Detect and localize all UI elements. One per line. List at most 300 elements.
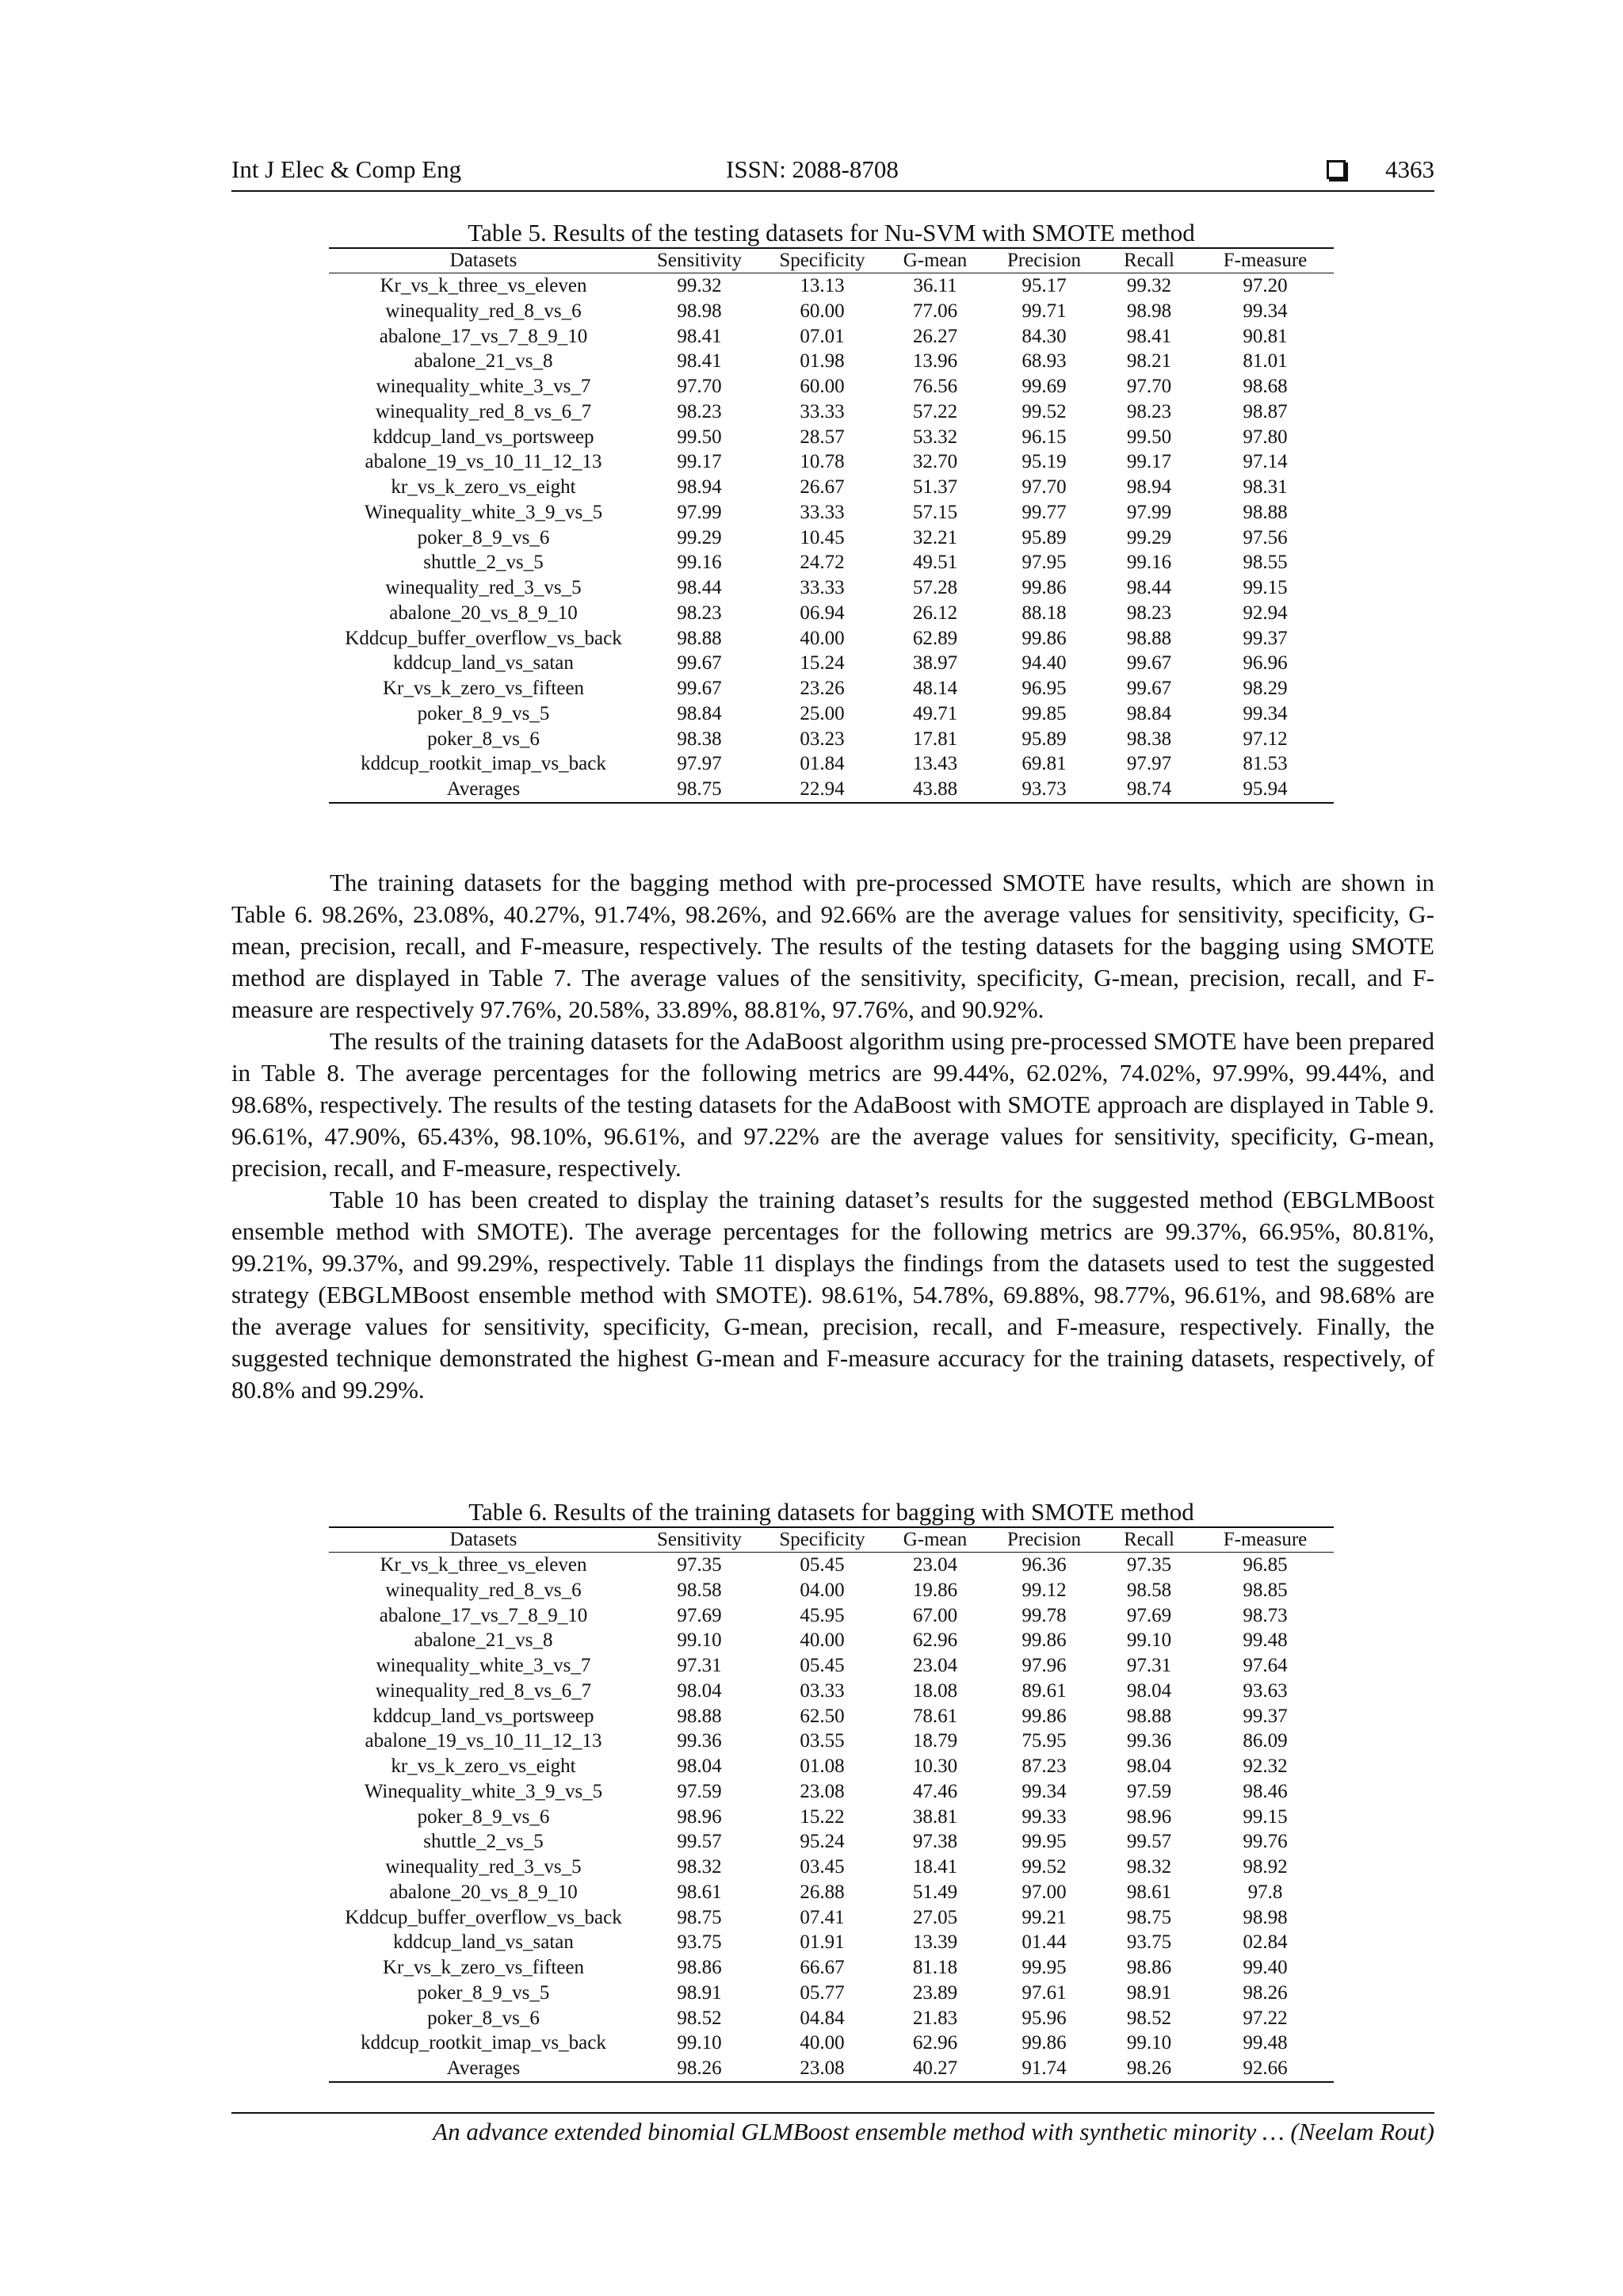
metric-cell: 28.57	[800, 426, 845, 448]
metric-cell: 07.41	[800, 1906, 845, 1928]
metric-cell: 89.61	[1022, 1679, 1067, 1702]
metric-cell: 26.12	[912, 602, 958, 624]
column-header: Precision	[987, 1527, 1102, 1553]
dataset-name-cell: Winequality_white_3_9_vs_5	[364, 1780, 603, 1802]
averages-row	[329, 2056, 1334, 2082]
metric-cell: 99.69	[1022, 376, 1067, 397]
table-row	[329, 399, 1334, 425]
metric-cell: 93.73	[987, 777, 1102, 803]
metric-cell: 06.94	[800, 602, 845, 624]
metric-cell: 98.04	[677, 1679, 722, 1702]
dataset-name-cell: poker_8_9_vs_5	[417, 1981, 550, 2004]
metric-cell: 32.21	[912, 526, 958, 548]
metric-cell: 05.45	[800, 1554, 845, 1576]
metric-cell: 98.96	[1126, 1805, 1172, 1828]
journal-name: Int J Elec & Comp Eng	[231, 155, 462, 183]
metric-cell: 62.50	[800, 1705, 845, 1727]
metric-cell: 95.89	[1022, 526, 1067, 548]
metric-cell: 98.74	[1102, 777, 1197, 803]
dataset-name-cell: abalone_17_vs_7_8_9_10	[379, 1604, 588, 1626]
dataset-name-cell: abalone_17_vs_7_8_9_10	[379, 325, 588, 347]
metric-cell: 66.67	[800, 1957, 845, 1978]
metric-cell: 99.37	[1243, 1705, 1288, 1727]
metric-cell: 05.77	[800, 1981, 845, 2004]
metric-cell: 98.58	[1126, 1579, 1172, 1601]
metric-cell: 96.36	[1022, 1554, 1067, 1576]
column-header: F-measure	[1197, 1527, 1334, 1553]
table-row	[329, 1628, 1334, 1653]
metric-cell: 51.49	[912, 1881, 958, 1903]
metric-cell: 98.04	[1126, 1679, 1172, 1702]
metric-cell: 40.00	[800, 627, 845, 649]
dataset-name-cell: winequality_red_8_vs_6	[385, 300, 582, 322]
metric-cell: 99.85	[1022, 702, 1067, 724]
dataset-name-cell: shuttle_2_vs_5	[423, 1831, 544, 1853]
metric-cell: 98.38	[1126, 728, 1172, 750]
metric-cell: 97.64	[1243, 1655, 1288, 1676]
metric-cell: 23.89	[912, 1981, 958, 2004]
metric-cell: 99.48	[1243, 2032, 1288, 2054]
table-caption: Table 5. Results of the testing datasets for Nu-SVM with SMOTE method	[468, 219, 1195, 246]
running-footer: An advance extended binomial GLMBoost ensemble method with synthetic minority … (Neelam Rout)	[433, 2118, 1434, 2145]
metric-cell: 10.30	[912, 1755, 958, 1777]
column-header: Datasets	[329, 1527, 638, 1553]
metric-cell: 21.83	[912, 2007, 958, 2029]
table-row	[329, 324, 1334, 350]
metric-cell: 99.32	[1126, 275, 1172, 296]
metric-cell: 18.08	[912, 1679, 958, 1702]
metric-cell: 04.00	[800, 1579, 845, 1601]
table-row	[329, 374, 1334, 399]
column-header: G-mean	[884, 248, 987, 273]
dataset-name-cell: abalone_21_vs_8	[414, 350, 553, 372]
dataset-name-cell: kddcup_rootkit_imap_vs_back	[361, 2032, 606, 2054]
table-row	[329, 1729, 1334, 1754]
metric-cell: 03.33	[800, 1679, 845, 1702]
metric-cell: 97.69	[677, 1604, 722, 1626]
metric-cell: 96.96	[1243, 652, 1288, 674]
table-row	[329, 676, 1334, 701]
metric-cell: 95.24	[800, 1831, 845, 1853]
metric-cell: 99.86	[1022, 577, 1067, 598]
metric-cell: 97.59	[1126, 1780, 1172, 1802]
metric-cell: 98.41	[677, 325, 722, 347]
metric-cell: 99.76	[1243, 1831, 1288, 1853]
metric-cell: 98.44	[677, 577, 722, 598]
dataset-name-cell: Kddcup_buffer_overflow_vs_back	[345, 1906, 622, 1928]
table-row	[329, 2030, 1334, 2056]
dataset-name-cell: abalone_19_vs_10_11_12_13	[365, 451, 602, 473]
metric-cell: 40.00	[800, 1629, 845, 1652]
metric-cell: 03.23	[800, 728, 845, 750]
table-row	[329, 1653, 1334, 1679]
metric-cell: 99.12	[1022, 1579, 1067, 1601]
metric-cell: 99.10	[1126, 1629, 1172, 1652]
metric-cell: 81.01	[1243, 350, 1288, 372]
body-text	[231, 867, 1434, 1406]
metric-cell: 99.10	[1126, 2032, 1172, 2054]
metric-cell: 01.91	[800, 1931, 845, 1954]
metric-cell: 43.88	[884, 777, 987, 803]
metric-cell: 98.73	[1243, 1604, 1288, 1626]
metric-cell: 99.86	[1022, 2032, 1067, 2054]
metric-cell: 01.98	[800, 350, 845, 372]
table-row	[329, 449, 1334, 475]
metric-cell: 98.26	[1243, 1981, 1288, 2004]
metric-cell: 97.00	[1022, 1881, 1067, 1903]
metric-cell: 98.55	[1243, 552, 1288, 574]
metric-cell: 33.33	[800, 501, 845, 523]
metric-cell: 18.79	[912, 1730, 958, 1752]
column-header: G-mean	[884, 1527, 987, 1553]
metric-cell: 98.46	[1243, 1780, 1288, 1802]
metric-cell: 03.45	[800, 1856, 845, 1878]
metric-cell: 99.78	[1022, 1604, 1067, 1626]
metric-cell: 98.94	[677, 476, 722, 498]
footer-divider	[231, 2112, 1434, 2114]
column-header: Specificity	[761, 248, 884, 273]
table-row	[329, 1779, 1334, 1805]
table-row	[329, 1855, 1334, 1880]
metric-cell: 86.09	[1243, 1730, 1288, 1752]
metric-cell: 53.32	[912, 426, 958, 448]
metric-cell: 26.27	[912, 325, 958, 347]
table-row	[329, 601, 1334, 626]
metric-cell: 98.52	[1126, 2007, 1172, 2029]
dataset-name-cell: poker_8_9_vs_6	[417, 526, 550, 548]
table-row	[329, 651, 1334, 676]
metric-cell: 97.31	[677, 1655, 722, 1676]
dataset-name-cell: winequality_red_3_vs_5	[385, 577, 582, 598]
dataset-name-cell: kddcup_rootkit_imap_vs_back	[361, 753, 606, 775]
dataset-name-cell: Averages	[329, 2056, 638, 2082]
metric-cell: 78.61	[912, 1705, 958, 1727]
metric-cell: 97.80	[1243, 426, 1288, 448]
metric-cell: 67.00	[912, 1604, 958, 1626]
column-header: F-measure	[1197, 248, 1334, 273]
metric-cell: 98.52	[677, 2007, 722, 2029]
metric-cell: 98.44	[1126, 577, 1172, 598]
dataset-name-cell: poker_8_vs_6	[427, 2007, 540, 2029]
metric-cell: 97.97	[1126, 753, 1172, 775]
metric-cell: 98.61	[677, 1881, 722, 1903]
metric-cell: 10.45	[800, 526, 845, 548]
table-row	[329, 425, 1334, 450]
metric-cell: 36.11	[913, 275, 957, 296]
metric-cell: 99.57	[1126, 1831, 1172, 1853]
metric-cell: 97.59	[677, 1780, 722, 1802]
metric-cell: 97.14	[1243, 451, 1288, 473]
metric-cell: 98.23	[1126, 602, 1172, 624]
metric-cell: 32.70	[912, 451, 958, 473]
dataset-name-cell: kddcup_land_vs_satan	[393, 652, 574, 674]
metric-cell: 98.23	[677, 400, 722, 422]
metric-cell: 57.15	[912, 501, 958, 523]
metric-cell: 99.40	[1243, 1957, 1288, 1978]
metric-cell: 38.97	[912, 652, 958, 674]
table-row	[329, 500, 1334, 525]
table-row	[329, 2006, 1334, 2031]
table-row	[329, 1603, 1334, 1629]
metric-cell: 99.15	[1243, 1805, 1288, 1828]
metric-cell: 97.22	[1243, 2007, 1288, 2029]
metric-cell: 98.98	[677, 300, 722, 322]
metric-cell: 02.84	[1243, 1931, 1288, 1954]
table-row	[329, 701, 1334, 727]
metric-cell: 60.00	[800, 376, 845, 397]
metric-cell: 99.10	[677, 2032, 722, 2054]
metric-cell: 99.33	[1022, 1805, 1067, 1828]
table-row	[329, 349, 1334, 374]
metric-cell: 98.94	[1126, 476, 1172, 498]
table-header-row	[329, 1527, 1334, 1553]
table-row	[329, 727, 1334, 752]
metric-cell: 93.75	[1126, 1931, 1172, 1954]
metric-cell: 96.15	[1022, 426, 1067, 448]
column-header: Sensitivity	[638, 248, 761, 273]
metric-cell: 10.78	[800, 451, 845, 473]
metric-cell: 99.71	[1022, 300, 1067, 322]
metric-cell: 97.61	[1022, 1981, 1067, 2004]
dataset-name-cell: Kddcup_buffer_overflow_vs_back	[345, 627, 622, 649]
dataset-name-cell: shuttle_2_vs_5	[423, 552, 544, 574]
metric-cell: 48.14	[912, 678, 958, 699]
dataset-name-cell: winequality_red_3_vs_5	[385, 1856, 582, 1878]
table-body	[329, 273, 1334, 803]
table-row	[329, 1754, 1334, 1779]
metric-cell: 40.27	[884, 2056, 987, 2082]
metric-cell: 95.17	[1022, 275, 1067, 296]
metric-cell: 99.29	[677, 526, 722, 548]
metric-cell: 97.96	[1022, 1655, 1067, 1676]
metric-cell: 23.04	[912, 1554, 958, 1576]
issn: ISSN: 2088-8708	[726, 155, 899, 183]
metric-cell: 99.77	[1022, 501, 1067, 523]
metric-cell: 99.95	[1022, 1957, 1067, 1978]
metric-cell: 98.86	[677, 1957, 722, 1978]
metric-cell: 99.10	[677, 1629, 722, 1652]
table-row	[329, 1829, 1334, 1855]
metric-cell: 96.85	[1243, 1554, 1288, 1576]
metric-cell: 13.43	[912, 753, 958, 775]
metric-cell: 99.67	[677, 652, 722, 674]
metric-cell: 13.13	[800, 275, 845, 296]
metric-cell: 92.66	[1197, 2056, 1334, 2082]
metric-cell: 33.33	[800, 400, 845, 422]
metric-cell: 98.92	[1243, 1856, 1288, 1878]
metric-cell: 19.86	[912, 1579, 958, 1601]
metric-cell: 77.06	[912, 300, 958, 322]
metric-cell: 97.95	[1022, 552, 1067, 574]
metric-cell: 45.95	[800, 1604, 845, 1626]
results-table	[329, 247, 1334, 804]
metric-cell: 49.71	[912, 702, 958, 724]
metric-cell: 97.56	[1243, 526, 1288, 548]
metric-cell: 98.75	[1126, 1906, 1172, 1928]
metric-cell: 97.20	[1243, 275, 1288, 296]
table-row	[329, 299, 1334, 324]
metric-cell: 87.23	[1022, 1755, 1067, 1777]
metric-cell: 98.87	[1243, 400, 1288, 422]
metric-cell: 25.00	[800, 702, 845, 724]
metric-cell: 98.04	[1126, 1755, 1172, 1777]
averages-row	[329, 777, 1334, 803]
column-header: Precision	[987, 248, 1102, 273]
metric-cell: 99.29	[1126, 526, 1172, 548]
results-table	[329, 1526, 1334, 2083]
page-header	[231, 155, 1434, 192]
dataset-name-cell: poker_8_9_vs_6	[417, 1805, 550, 1828]
metric-cell: 15.22	[800, 1805, 845, 1828]
metric-cell: 98.32	[677, 1856, 722, 1878]
table-caption: Table 6. Results of the training datasets for bagging with SMOTE method	[468, 1498, 1194, 1526]
metric-cell: 98.96	[677, 1805, 722, 1828]
metric-cell: 57.22	[912, 400, 958, 422]
metric-cell: 98.21	[1126, 350, 1172, 372]
metric-cell: 99.34	[1243, 300, 1288, 322]
metric-cell: 99.34	[1243, 702, 1288, 724]
metric-cell: 04.84	[800, 2007, 845, 2029]
table-row	[329, 475, 1334, 500]
metric-cell: 23.04	[912, 1655, 958, 1676]
dataset-name-cell: abalone_20_vs_8_9_10	[389, 1881, 578, 1903]
table-row	[329, 1981, 1334, 2006]
metric-cell: 99.86	[1022, 627, 1067, 649]
metric-cell: 17.81	[912, 728, 958, 750]
column-header: Recall	[1102, 248, 1197, 273]
dataset-name-cell: winequality_white_3_vs_7	[376, 376, 591, 397]
paragraph: The results of the training datasets for the AdaBoost algorithm using pre-processed SMOTE have been prepared in Table 8. The average percentages for the following metrics are 99.44%, 62.02%, 74.02%, 97.99%, 99.44%, and 98.68%, respectively. The results of the testing datasets for the AdaBoost with SMOTE approach are displayed in Table 9. 96.61%, 47.90%, 65.43%, 98.10%, 96.61%, and 97.22% are the average values for sensitivity, specificity, G-mean, precision, recall, and F-measure, respectively.	[231, 1027, 1434, 1182]
metric-cell: 99.50	[677, 426, 722, 448]
metric-cell: 99.95	[1022, 1831, 1067, 1853]
metric-cell: 98.26	[638, 2056, 761, 2082]
metric-cell: 88.18	[1022, 602, 1067, 624]
metric-cell: 95.19	[1022, 451, 1067, 473]
table-row	[329, 1679, 1334, 1704]
table-row	[329, 1553, 1334, 1578]
dataset-name-cell: Kr_vs_k_zero_vs_fifteen	[382, 1957, 585, 1978]
metric-cell: 68.93	[1022, 350, 1067, 372]
metric-cell: 99.86	[1022, 1705, 1067, 1727]
metric-cell: 98.23	[1126, 400, 1172, 422]
metric-cell: 81.53	[1243, 753, 1288, 775]
dataset-name-cell: Kr_vs_k_zero_vs_fifteen	[382, 678, 585, 699]
metric-cell: 76.56	[912, 376, 958, 397]
metric-cell: 26.67	[800, 476, 845, 498]
metric-cell: 93.75	[677, 1931, 722, 1954]
table-row	[329, 1704, 1334, 1729]
metric-cell: 94.40	[1022, 652, 1067, 674]
metric-cell: 97.70	[1022, 476, 1067, 498]
metric-cell: 97.35	[1126, 1554, 1172, 1576]
metric-cell: 95.96	[1022, 2007, 1067, 2029]
metric-cell: 99.36	[677, 1730, 722, 1752]
metric-cell: 24.72	[800, 552, 845, 574]
metric-cell: 92.32	[1243, 1755, 1288, 1777]
metric-cell: 93.63	[1243, 1679, 1288, 1702]
metric-cell: 23.08	[761, 2056, 884, 2082]
metric-cell: 98.38	[677, 728, 722, 750]
metric-cell: 97.70	[677, 376, 722, 397]
metric-cell: 01.08	[800, 1755, 845, 1777]
metric-cell: 99.36	[1126, 1730, 1172, 1752]
table-5	[329, 219, 1334, 804]
metric-cell: 98.88	[1126, 1705, 1172, 1727]
table-header-row	[329, 248, 1334, 273]
dataset-name-cell: winequality_white_3_vs_7	[376, 1655, 591, 1676]
dataset-name-cell: Kr_vs_k_three_vs_eleven	[380, 1554, 587, 1576]
table-row	[329, 1905, 1334, 1931]
metric-cell: 97.99	[677, 501, 722, 523]
paragraph: Table 10 has been created to display the training dataset’s results for the suggested method (EBGLMBoost ensemble method with SMOTE). The average percentages for the following metrics are 99.37%, 66.95%, 80.81%, 99.21%, 99.37%, and 99.29%, respectively. Table 11 displays the findings from the datasets used to test the suggested strategy (EBGLMBoost ensemble method with SMOTE). 98.61%, 54.78%, 69.88%, 98.77%, 96.61%, and 98.68% are the average values for sensitivity, specificity, G-mean, precision, recall, and F-measure, respectively. Finally, the suggested technique demonstrated the highest G-mean and F-measure accuracy for the training datasets, respectively, of 80.8% and 99.29%.	[231, 1186, 1434, 1404]
metric-cell: 98.91	[677, 1981, 722, 2004]
metric-cell: 62.96	[912, 2032, 958, 2054]
metric-cell: 98.88	[1243, 501, 1288, 523]
metric-cell: 98.98	[1243, 1906, 1288, 1928]
metric-cell: 62.89	[912, 627, 958, 649]
metric-cell: 99.21	[1022, 1906, 1067, 1928]
table-row	[329, 550, 1334, 575]
metric-cell: 98.29	[1243, 678, 1288, 699]
metric-cell: 98.91	[1126, 1981, 1172, 2004]
metric-cell: 98.88	[677, 627, 722, 649]
metric-cell: 98.23	[677, 602, 722, 624]
metric-cell: 91.74	[987, 2056, 1102, 2082]
metric-cell: 97.99	[1126, 501, 1172, 523]
metric-cell: 98.98	[1126, 300, 1172, 322]
metric-cell: 18.41	[912, 1856, 958, 1878]
dataset-name-cell: kddcup_land_vs_portsweep	[372, 426, 594, 448]
metric-cell: 57.28	[912, 577, 958, 598]
metric-cell: 99.34	[1022, 1780, 1067, 1802]
metric-cell: 98.58	[677, 1579, 722, 1601]
metric-cell: 99.16	[677, 552, 722, 574]
header-divider	[231, 190, 1434, 192]
metric-cell: 97.31	[1126, 1655, 1172, 1676]
metric-cell: 98.04	[677, 1755, 722, 1777]
table-row	[329, 626, 1334, 651]
dataset-name-cell: winequality_red_8_vs_6_7	[375, 400, 592, 422]
metric-cell: 40.00	[800, 2032, 845, 2054]
table-row	[329, 273, 1334, 299]
table-body	[329, 1553, 1334, 2082]
page-number: 4363	[1385, 155, 1434, 183]
dataset-name-cell: kddcup_land_vs_satan	[393, 1931, 574, 1954]
column-header: Recall	[1102, 1527, 1197, 1553]
table-row	[329, 575, 1334, 601]
metric-cell: 96.95	[1022, 678, 1067, 699]
metric-cell: 07.01	[800, 325, 845, 347]
metric-cell: 92.94	[1243, 602, 1288, 624]
metric-cell: 98.86	[1126, 1957, 1172, 1978]
dataset-name-cell: poker_8_vs_6	[427, 728, 540, 750]
table-6	[329, 1498, 1334, 2083]
dataset-name-cell: Winequality_white_3_9_vs_5	[364, 501, 603, 523]
metric-cell: 69.81	[1022, 753, 1067, 775]
dataset-name-cell: winequality_red_8_vs_6	[385, 1579, 582, 1601]
column-header: Datasets	[329, 248, 638, 273]
metric-cell: 13.96	[912, 350, 958, 372]
table-row	[329, 1805, 1334, 1830]
table-row	[329, 1880, 1334, 1905]
square-icon	[1327, 160, 1346, 179]
table-row	[329, 1930, 1334, 1955]
metric-cell: 98.85	[1243, 1579, 1288, 1601]
metric-cell: 98.41	[1126, 325, 1172, 347]
metric-cell: 49.51	[912, 552, 958, 574]
metric-cell: 98.75	[638, 777, 761, 803]
table-row	[329, 751, 1334, 777]
